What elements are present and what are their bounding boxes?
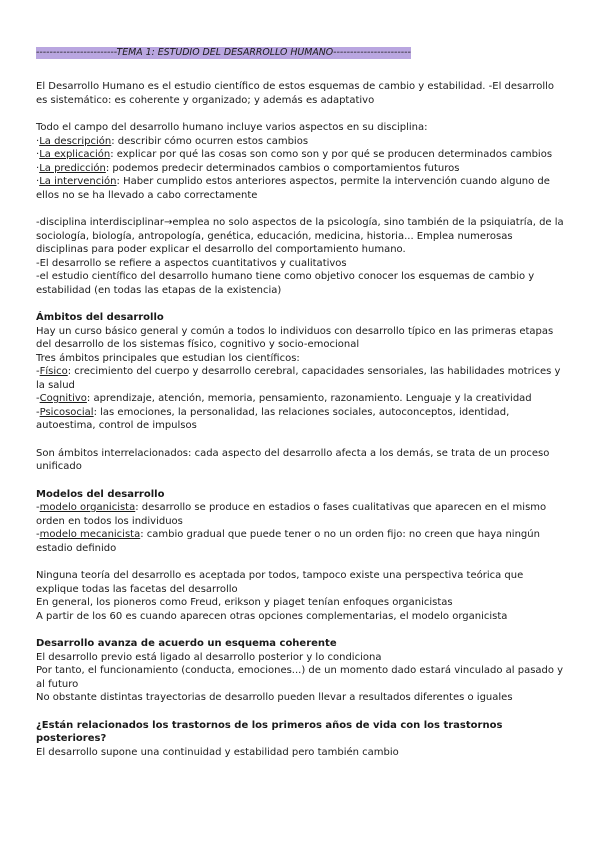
section-heading-esquema: Desarrollo avanza de acuerdo un esquema coherente xyxy=(36,638,337,649)
esquema-paragraph: El desarrollo previo está ligado al desarrollo posterior y lo condiciona xyxy=(36,651,382,663)
disciplina-paragraph: -El desarrollo se refiere a aspectos cuantitativos y cualitativos xyxy=(36,257,347,269)
page-title: ------------------------TEMA 1: ESTUDIO DEL DESARROLLO HUMANO----------------------- xyxy=(36,47,411,58)
term: La explicación xyxy=(39,149,111,160)
term: modelo mecanicista xyxy=(39,529,141,540)
modelos-paragraph: Ninguna teoría del desarrollo es aceptada por todos, tampoco existe una perspectiva teórica que explique todas las facetas del desarrollo xyxy=(36,570,524,595)
list-item: ·La explicación: explicar por qué las cosas son como son y por qué se producen determinados cambios xyxy=(36,149,553,160)
list-item: ·La descripción: describir cómo ocurren estos cambios xyxy=(36,135,309,147)
esquema-paragraph: No obstante distintas trayectorias de desarrollo pueden llevar a resultados diferentes o iguales xyxy=(36,692,513,703)
ambitos-paragraph: Tres ámbitos principales que estudian los científicos: xyxy=(36,352,300,364)
trastornos-paragraph: El desarrollo supone una continuidad y estabilidad pero también cambio xyxy=(36,746,399,758)
term: La descripción xyxy=(39,135,112,147)
disciplina-paragraph: -el estudio científico del desarrollo humano tiene como objetivo conocer los esquemas de cambio y estabilidad (en todas las etapas de la existencia) xyxy=(36,271,535,296)
list-item: -Físico: crecimiento del cuerpo y desarrollo cerebral, capacidades sensoriales, las habilidades motrices y la salud xyxy=(36,366,561,391)
ambitos-paragraph: Hay un curso básico general y común a todos lo individuos con desarrollo típico en las primeras etapas del desarrollo de los sistemas físico, cognitivo y socio-emocional xyxy=(36,325,554,350)
section-heading-modelos: Modelos del desarrollo xyxy=(36,488,165,500)
intro-paragraph: El Desarrollo Humano es el estudio científico de estos esquemas de cambio y estabilidad. -El desarrollo es sistemático: es coherente y organizado; y además es adaptativo xyxy=(36,81,554,106)
list-item: -Psicosocial: las emociones, la personalidad, las relaciones sociales, autoconceptos, identidad, autoestima, control de impulsos xyxy=(36,406,510,431)
term: La predicción xyxy=(39,162,106,174)
list-item: ·La predicción: podemos predecir determinados cambios o comportamientos futuros xyxy=(36,162,460,174)
modelos-paragraph: En general, los pioneros como Freud, erikson y piaget tenían enfoques organicistas xyxy=(36,597,453,608)
section-heading-ambitos: Ámbitos del desarrollo xyxy=(36,312,164,323)
term: Psicosocial xyxy=(39,406,94,418)
esquema-paragraph: Por tanto, el funcionamiento (conducta, emociones...) de un momento dado estará vinculado al pasado y al futuro xyxy=(36,665,564,690)
term: Físico xyxy=(39,366,68,377)
term: La intervención xyxy=(39,176,117,187)
list-item: -Cognitivo: aprendizaje, atención, memoria, pensamiento, razonamiento. Lenguaje y la creatividad xyxy=(36,393,532,404)
list-item: -modelo organicista: desarrollo se produce en estadios o fases cualitativas que aparecen en el mismo orden en todos los individuos xyxy=(36,502,547,527)
list-item: ·La intervención: Haber cumplido estos anteriores aspectos, permite la intervención cuando alguno de ellos no se ha llevado a cabo correctamente xyxy=(36,176,550,201)
list-item: -modelo mecanicista: cambio gradual que puede tener o no un orden fijo: no creen que haya ningún estadio definido xyxy=(36,529,540,554)
disciplina-paragraph: -disciplina interdisciplinar→emplea no solo aspectos de la psicología, sino también de la psiquiatría, de la sociología, biología, antropología, genética, educación, medicina, historia... Emplea numerosas disciplinas para poder explicar el desarrollo del comportamiento humano. xyxy=(36,217,564,255)
section-heading-trastornos: ¿Están relacionados los trastornos de los primeros años de vida con los trastornos posteriores? xyxy=(36,719,503,744)
term: modelo organicista xyxy=(39,502,136,513)
ambitos-paragraph: Son ámbitos interrelacionados: cada aspecto del desarrollo afecta a los demás, se trata de un proceso unificado xyxy=(36,447,550,472)
campo-lead: Todo el campo del desarrollo humano incluye varios aspectos en su disciplina: xyxy=(36,122,428,133)
term: Cognitivo xyxy=(39,393,87,404)
modelos-paragraph: A partir de los 60 es cuando aparecen otras opciones complementarias, el modelo organicista xyxy=(36,610,508,622)
